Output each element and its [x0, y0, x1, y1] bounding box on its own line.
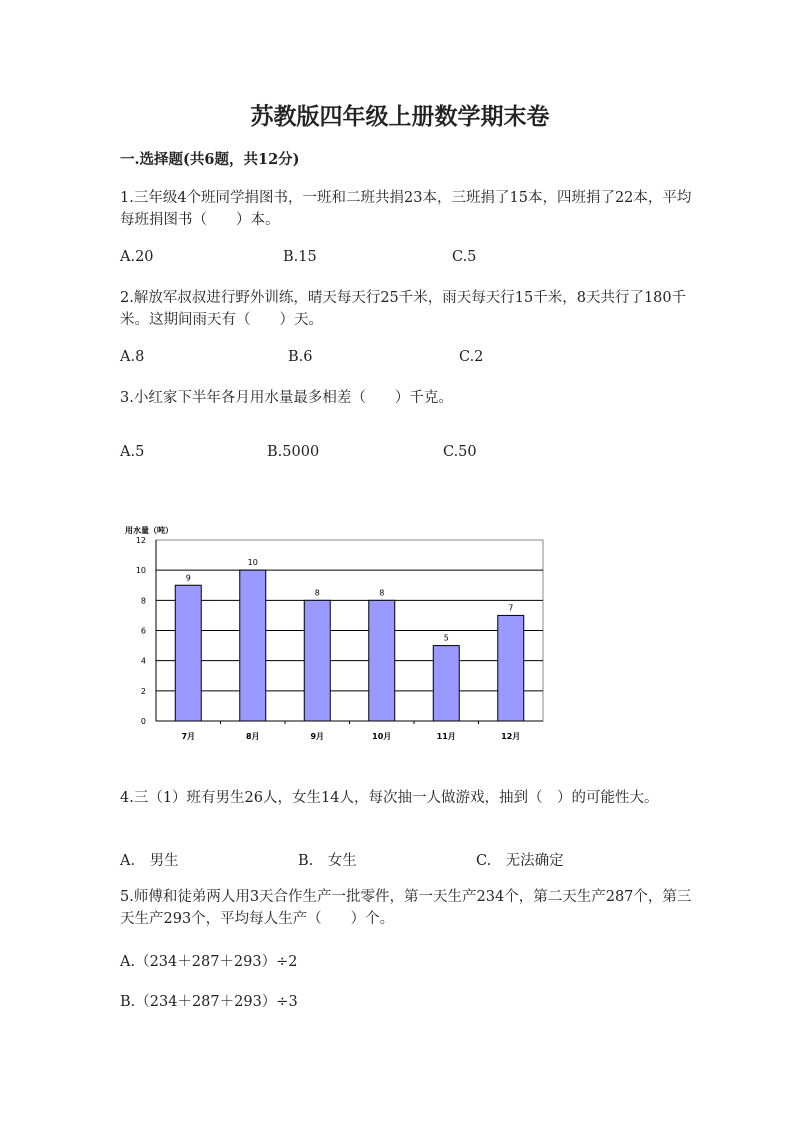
option-4c: C. 无法确定 [476, 853, 564, 869]
option-2a: A.8 [120, 349, 145, 365]
y-tick-label: 10 [135, 566, 146, 576]
y-axis-label: 用水量（吨） [125, 526, 173, 535]
option-2c: C.2 [459, 349, 484, 365]
data-label: 8 [314, 588, 320, 598]
option-3c: C.50 [443, 444, 477, 460]
bar [304, 600, 330, 721]
y-tick-label: 6 [140, 626, 146, 636]
data-label: 10 [247, 558, 258, 568]
y-tick-label: 4 [140, 656, 146, 666]
y-tick-label: 8 [140, 596, 146, 606]
question-3: 3.小红家下半年各月用水量最多相差（ ）千克。 [120, 390, 453, 406]
x-tick-label: 8月 [245, 732, 260, 741]
bar [175, 585, 201, 721]
bar [240, 570, 266, 721]
y-tick-label: 12 [135, 536, 146, 545]
section-heading: 一.选择题(共6题，共12分) [120, 151, 300, 168]
data-label: 5 [443, 633, 449, 643]
question-1: 1.三年级4个班同学捐图书，一班和二班共捐23本，三班捐了15本，四班捐了22本，平均每班捐图书（ ）本。 [120, 190, 692, 228]
x-tick-label: 10月 [372, 732, 392, 741]
data-label: 8 [379, 588, 385, 598]
data-label: 7 [508, 603, 514, 613]
bar [498, 615, 524, 721]
option-1c: C.5 [452, 249, 477, 265]
option-4b: B. 女生 [298, 853, 357, 869]
bar [369, 600, 395, 721]
option-1a: A.20 [120, 249, 154, 265]
y-tick-label: 0 [140, 717, 146, 726]
option-3a: A.5 [120, 444, 145, 460]
y-tick-label: 2 [140, 686, 146, 696]
option-2b: B.6 [288, 349, 313, 365]
option-5a: A.（234＋287＋293）÷2 [120, 954, 298, 970]
question-4: 4.三（1）班有男生26人，女生14人，每次抽一人做游戏，抽到（ ）的可能性大。 [120, 790, 659, 806]
x-tick-label: 12月 [501, 732, 521, 741]
page-title: 苏教版四年级上册数学期末卷 [250, 104, 550, 130]
option-1b: B.15 [283, 249, 317, 265]
x-tick-label: 11月 [436, 732, 456, 741]
option-4a: A. 男生 [120, 853, 179, 869]
option-5b: B.（234＋287＋293）÷3 [120, 994, 298, 1010]
x-tick-label: 9月 [310, 732, 325, 741]
bar [433, 646, 459, 721]
option-3b: B.5000 [267, 444, 320, 460]
question-2: 2.解放军叔叔进行野外训练，晴天每天行25千米，雨天每天行15千米，8天共行了180千米。这期间雨天有（ ）天。 [120, 290, 687, 328]
question-5: 5.师傅和徒弟两人用3天合作生产一批零件，第一天生产234个，第二天生产287个，第三天生产293个，平均每人生产（ ）个。 [120, 889, 692, 927]
x-tick-label: 7月 [181, 732, 196, 741]
data-label: 9 [185, 573, 191, 583]
